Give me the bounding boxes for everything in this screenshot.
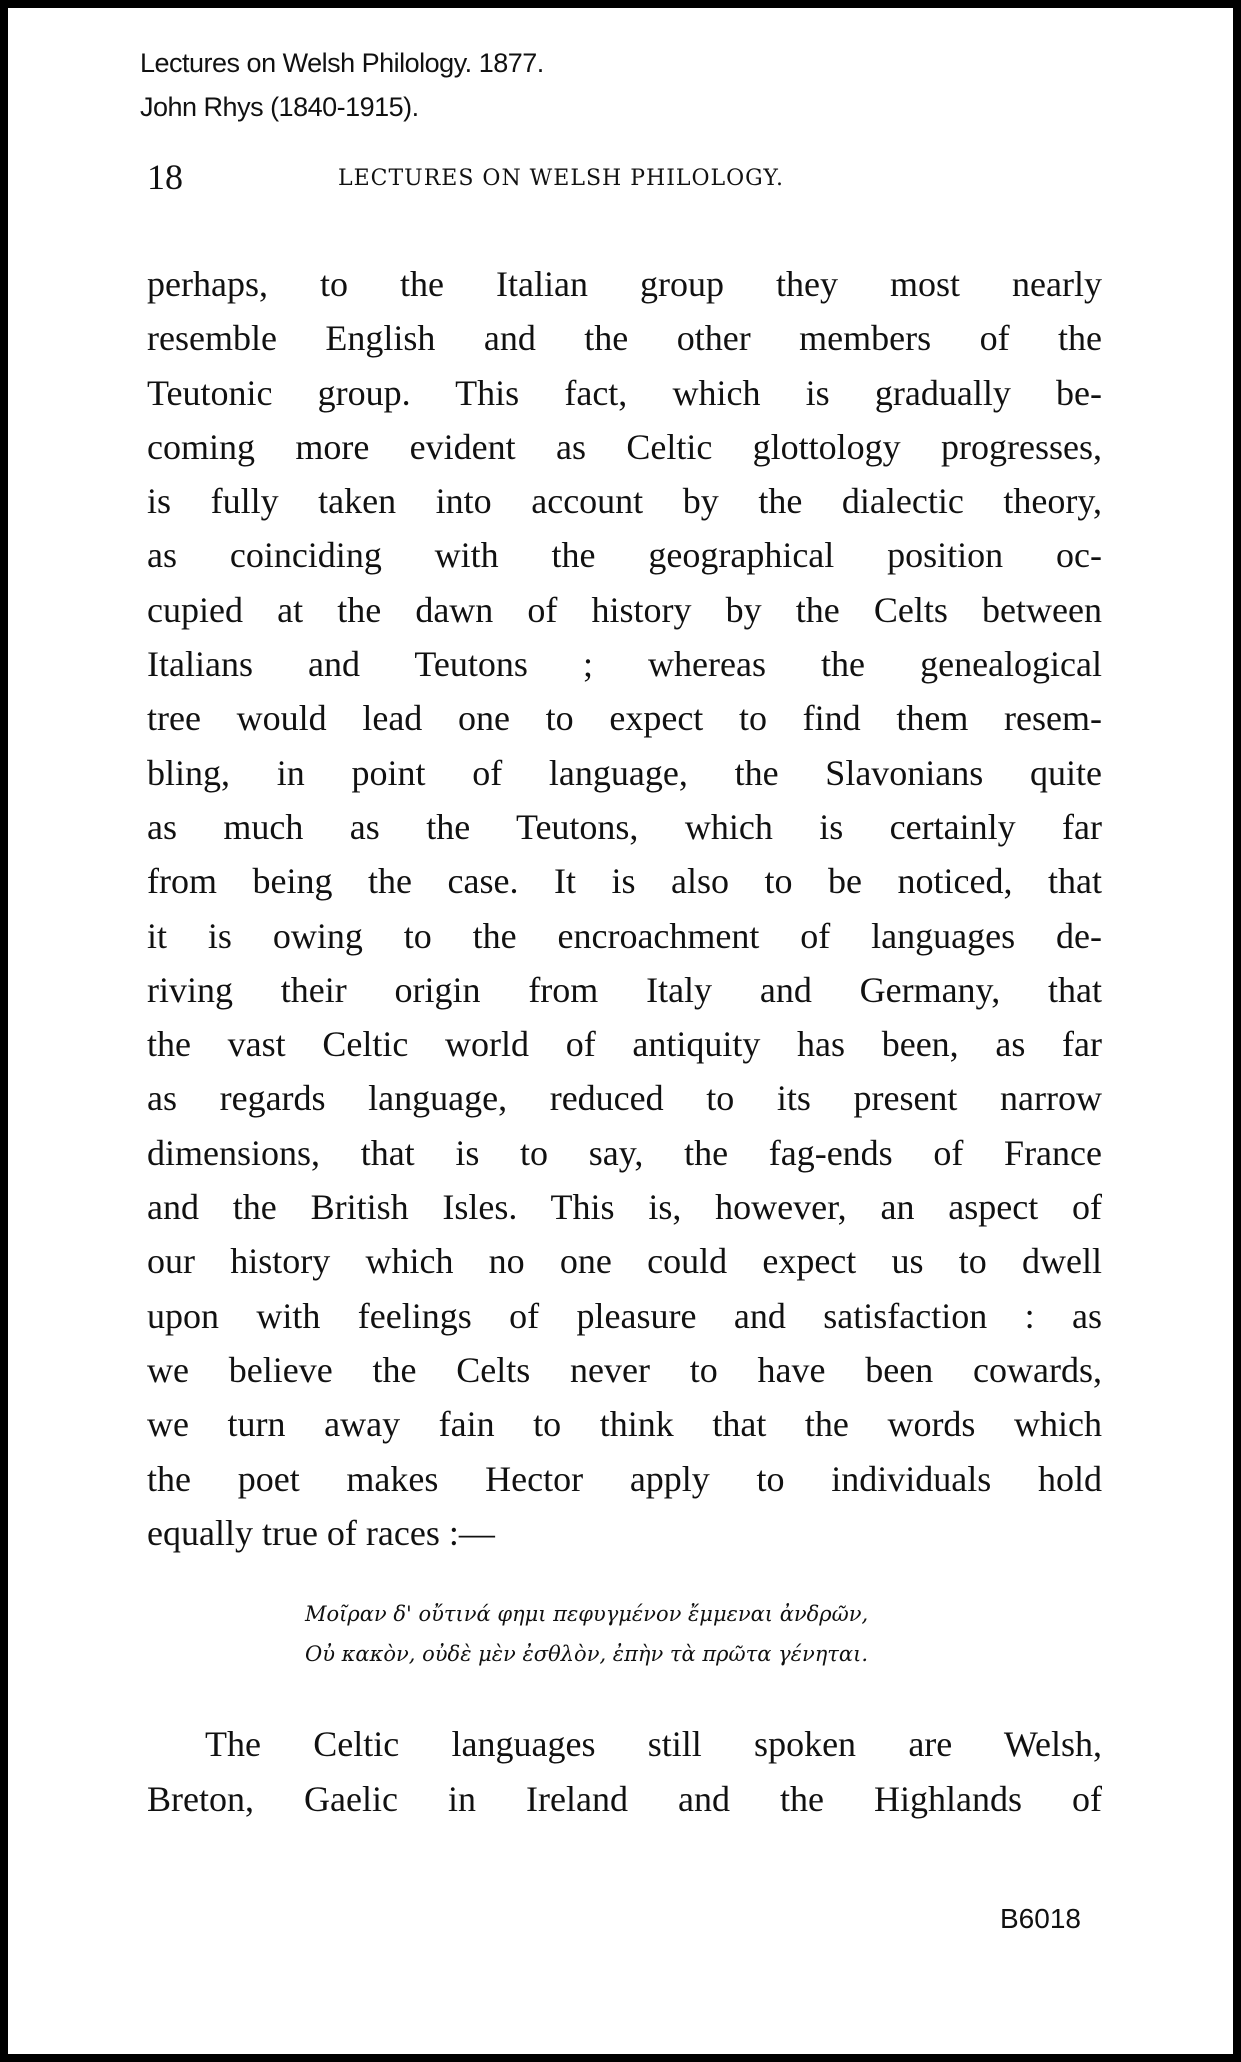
- text-line: as coinciding with the geographical position oc-: [147, 535, 1102, 576]
- text-line: bling, in point of language, the Slavonians quite: [147, 752, 1102, 793]
- text-line: cupied at the dawn of history by the Celts between: [147, 589, 1102, 630]
- text-line: is fully taken into account by the dialectic theory,: [147, 481, 1102, 522]
- text-line: tree would lead one to expect to find them resem-: [147, 698, 1102, 739]
- text-line: the vast Celtic world of antiquity has been, as far: [147, 1024, 1102, 1065]
- text-line: and the British Isles. This is, however, an aspect of: [147, 1187, 1102, 1228]
- catalog-code: B6018: [1000, 1903, 1081, 1934]
- text-line: resemble English and the other members of the: [147, 318, 1102, 359]
- body-text: [147, 257, 1102, 1560]
- text-line: we believe the Celts never to have been cowards,: [147, 1349, 1102, 1390]
- greek-quote-line-2: Οὐ κακὸν, οὐδὲ μὲν ἐσθλὸν, ἐπὴν τὰ πρῶτα γένηται.: [305, 1642, 869, 1666]
- running-head: LECTURES ON WELSH PHILOLOGY.: [338, 166, 785, 191]
- text-line: Teutonic group. This fact, which is gradually be-: [147, 372, 1102, 413]
- text-line: from being the case. It is also to be noticed, that: [147, 861, 1102, 902]
- text-line: as much as the Teutons, which is certainly far: [147, 806, 1102, 847]
- text-line: Breton, Gaelic in Ireland and the Highlands of: [147, 1779, 1102, 1819]
- citation-title: Lectures on Welsh Philology. 1877.: [140, 48, 544, 78]
- citation-author: John Rhys (1840-1915).: [140, 92, 419, 122]
- text-line: upon with feelings of pleasure and satisfaction : as: [147, 1295, 1102, 1336]
- text-line: our history which no one could expect us to dwell: [147, 1241, 1102, 1282]
- page-number: 18: [147, 157, 183, 197]
- text-line: perhaps, to the Italian group they most nearly: [147, 264, 1102, 304]
- text-line: the poet makes Hector apply to individuals hold: [147, 1458, 1102, 1499]
- text-line: The Celtic languages still spoken are Welsh,: [205, 1724, 1102, 1764]
- text-line: dimensions, that is to say, the fag-ends of France: [147, 1132, 1102, 1173]
- greek-quote-line-1: Μοῖραν δ' οὔτινά φημι πεφυγμένον ἔμμεναι ἀνδρῶν,: [305, 1602, 869, 1626]
- text-line: Italians and Teutons ; whereas the genealogical: [147, 644, 1102, 685]
- text-line: equally true of races :—: [147, 1512, 495, 1553]
- final-paragraph: [147, 1717, 1102, 1827]
- text-line: coming more evident as Celtic glottology progresses,: [147, 426, 1102, 467]
- text-line: it is owing to the encroachment of languages de-: [147, 915, 1102, 956]
- document-page: [8, 8, 1233, 2054]
- text-line: riving their origin from Italy and Germany, that: [147, 969, 1102, 1010]
- text-line: we turn away fain to think that the words which: [147, 1404, 1102, 1445]
- text-line: as regards language, reduced to its present narrow: [147, 1078, 1102, 1119]
